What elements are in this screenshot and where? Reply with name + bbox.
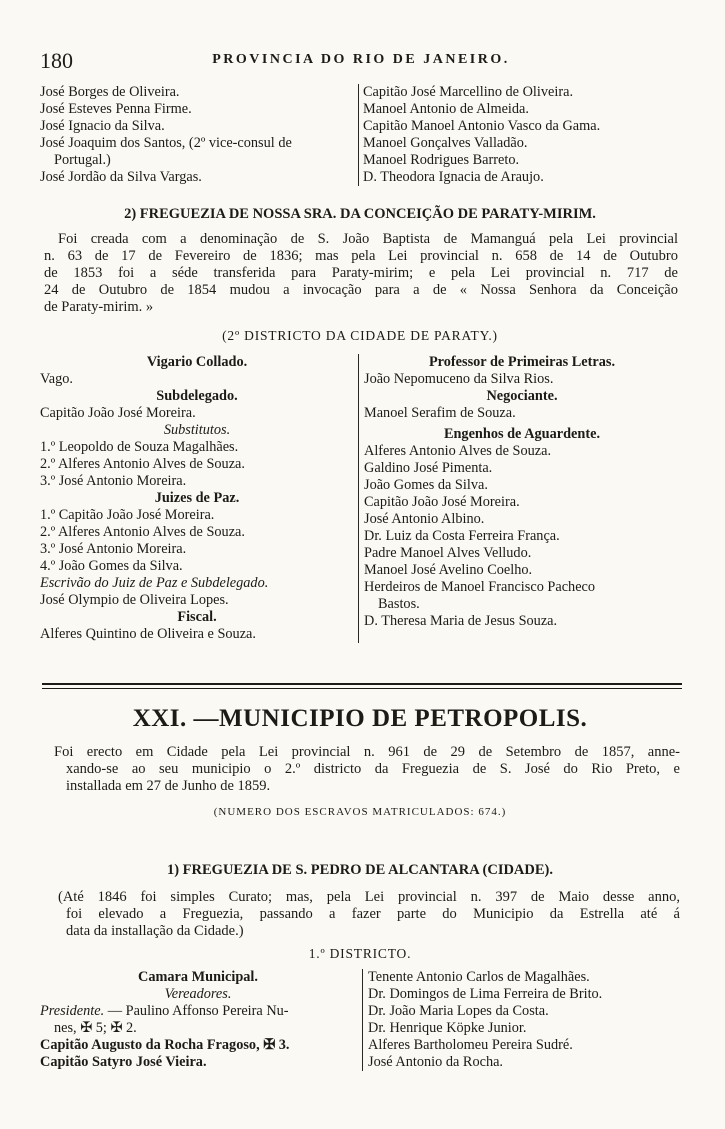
paragraph-line: xando-se ao seu municipio o 2.º districto da Freguezia de S. José do Rio Preto, e — [66, 761, 680, 777]
chapter-heading-petropolis: XXI. —MUNICIPIO DE PETROPOLIS. — [132, 705, 588, 732]
juiz-item: 2.º Alferes Antonio Alves de Souza. — [40, 524, 245, 540]
double-rule-divider — [42, 683, 682, 689]
petropolis-left-column — [40, 969, 362, 1071]
s-pedro-paragraph — [58, 889, 680, 940]
list-item: Capitão Manoel Antonio Vasco da Gama. — [363, 118, 601, 134]
paraty-paragraph — [44, 231, 678, 316]
list-item: José Borges de Oliveira. — [40, 84, 180, 100]
vereador-item: José Antonio da Rocha. — [368, 1054, 504, 1070]
section-heading-paraty-mirim: 2) FREGUEZIA DE NOSSA SRA. DA CONCEIÇÃO DE PARATY-MIRIM. — [124, 206, 596, 222]
paraty-officials — [40, 354, 680, 643]
vigario-value: Vago. — [40, 371, 73, 387]
list-item: Manoel Gonçalves Valladão. — [363, 135, 528, 151]
running-title: PROVINCIA DO RIO DE JANEIRO. — [212, 52, 510, 67]
list-item: José Ignacio da Silva. — [40, 118, 165, 134]
heading-negociante: Negociante. — [486, 388, 558, 404]
list-item: Portugal.) — [54, 152, 111, 168]
vereador-item: Capitão Augusto da Rocha Fragoso, ✠ 3. — [40, 1037, 290, 1053]
professor-value: João Nepomuceno da Silva Rios. — [364, 371, 554, 387]
list-item: José Esteves Penna Firme. — [40, 101, 192, 117]
negociante-value: Manoel Serafim de Souza. — [364, 405, 516, 421]
substituto-item: 3.º José Antonio Moreira. — [40, 473, 187, 489]
paragraph-line: Foi erecto em Cidade pela Lei provincial n. 961 de 29 de Setembro de 1857, anne- — [54, 744, 680, 760]
engenho-item: Dr. Luiz da Costa Ferreira França. — [364, 528, 560, 544]
paraty-right-column — [358, 354, 680, 643]
substituto-item: 2.º Alferes Antonio Alves de Souza. — [40, 456, 245, 472]
engenho-item: João Gomes da Silva. — [364, 477, 488, 493]
page-number: 180 — [40, 48, 73, 73]
engenho-item: Alferes Antonio Alves de Souza. — [364, 443, 552, 459]
list-item: Manoel Antonio de Almeida. — [363, 101, 529, 117]
top-left-column — [40, 84, 358, 186]
juiz-item: 1.º Capitão João José Moreira. — [40, 507, 215, 523]
engenho-item: D. Theresa Maria de Jesus Souza. — [364, 613, 558, 629]
paragraph-line: (Até 1846 foi simples Curato; mas, pela Lei provincial n. 397 de Maio desse anno, — [58, 889, 680, 905]
top-right-column — [358, 84, 680, 186]
paragraph-line: data da installação da Cidade.) — [66, 923, 244, 939]
paragraph-line: de Paraty-mirim. » — [44, 299, 154, 315]
escrivao-value: José Olympio de Oliveira Lopes. — [40, 592, 229, 608]
heading-engenhos: Engenhos de Aguardente. — [443, 426, 601, 442]
engenho-item: Bastos. — [378, 596, 420, 612]
vereador-item: Alferes Bartholomeu Pereira Sudré. — [368, 1037, 573, 1053]
engenho-item: Capitão João José Moreira. — [364, 494, 520, 510]
top-name-lists — [40, 84, 680, 186]
list-item: Manoel Rodrigues Barreto. — [363, 152, 520, 168]
fiscal-value: Alferes Quintino de Oliveira e Souza. — [40, 626, 256, 642]
heading-substitutos: Substitutos. — [163, 422, 231, 438]
subdelegado-value: Capitão João José Moreira. — [40, 405, 196, 421]
juiz-item: 4.º João Gomes da Silva. — [40, 558, 183, 574]
list-item: José Jordão da Silva Vargas. — [40, 169, 202, 185]
engenho-item: Galdino José Pimenta. — [364, 460, 493, 476]
list-item: Capitão José Marcellino de Oliveira. — [363, 84, 574, 100]
paragraph-line: Foi creada com a denominação de S. João Baptista de Mamanguá pela Lei provincial — [58, 231, 678, 247]
list-item: José Joaquim dos Santos, (2º vice-consul de — [40, 135, 292, 151]
section-heading-s-pedro: 1) FREGUEZIA DE S. PEDRO DE ALCANTARA (CIDADE). — [166, 862, 554, 878]
paraty-left-column — [40, 354, 358, 643]
vereador-item: Dr. Domingos de Lima Ferreira de Brito. — [368, 986, 603, 1002]
paragraph-line: installada em 27 de Junho de 1859. — [66, 778, 271, 794]
heading-subdelegado: Subdelegado. — [156, 388, 238, 404]
engenho-item: Manoel José Avelino Coelho. — [364, 562, 533, 578]
paragraph-line: 24 de Outubro de 1854 mudou a invocação para a de « Nossa Senhora da Conceição — [44, 282, 678, 298]
presidente-label: Presidente. — [40, 1003, 105, 1019]
vereador-item: Dr. João Maria Lopes da Costa. — [368, 1003, 549, 1019]
vereador-item: Tenente Antonio Carlos de Magalhães. — [368, 969, 590, 985]
vereador-item: Capitão Satyro José Vieira. — [40, 1054, 207, 1070]
heading-fiscal: Fiscal. — [177, 609, 217, 625]
district-caption: (2º DISTRICTO DA CIDADE DE PARATY.) — [222, 328, 498, 343]
escravos-caption: (NUMERO DOS ESCRAVOS MATRICULADOS: 674.) — [213, 806, 507, 818]
petropolis-officials — [40, 969, 680, 1071]
running-header — [36, 48, 686, 74]
paragraph-line: n. 63 de 17 de Fevereiro de 1836; mas pela Lei provincial n. 658 de 14 de Outubro — [44, 248, 678, 264]
heading-vereadores: Vereadores. — [164, 986, 232, 1002]
vereador-item: Dr. Henrique Köpke Junior. — [368, 1020, 527, 1036]
engenho-item: Padre Manoel Alves Velludo. — [364, 545, 532, 561]
presidente-line — [40, 1003, 356, 1020]
heading-escrivao: Escrivão do Juiz de Paz e Subdelegado. — [40, 575, 269, 591]
heading-professor: Professor de Primeiras Letras. — [428, 354, 616, 370]
paragraph-line: foi elevado a Freguezia, passando a fazer parte do Municipio da Estrella até á — [66, 906, 680, 922]
heading-vigario: Vigario Collado. — [146, 354, 248, 370]
juiz-item: 3.º José Antonio Moreira. — [40, 541, 187, 557]
engenho-item: José Antonio Albino. — [364, 511, 485, 527]
heading-camara: Camara Municipal. — [138, 969, 258, 985]
paragraph-line: de 1853 foi a séde transferida para Paraty-mirim; e pela Lei provincial n. 717 de — [44, 265, 678, 281]
substituto-item: 1.º Leopoldo de Souza Magalhães. — [40, 439, 239, 455]
district-caption: 1.º DISTRICTO. — [308, 946, 412, 961]
engenho-item: Herdeiros de Manoel Francisco Pacheco — [364, 579, 596, 595]
petropolis-right-column — [362, 969, 680, 1071]
presidente-continuation: nes, ✠ 5; ✠ 2. — [54, 1020, 137, 1036]
heading-juizes-de-paz: Juizes de Paz. — [154, 490, 240, 506]
presidente-value: — Paulino Affonso Pereira Nu- — [107, 1003, 289, 1019]
petropolis-paragraph — [54, 744, 680, 795]
list-item: D. Theodora Ignacia de Araujo. — [363, 169, 544, 185]
